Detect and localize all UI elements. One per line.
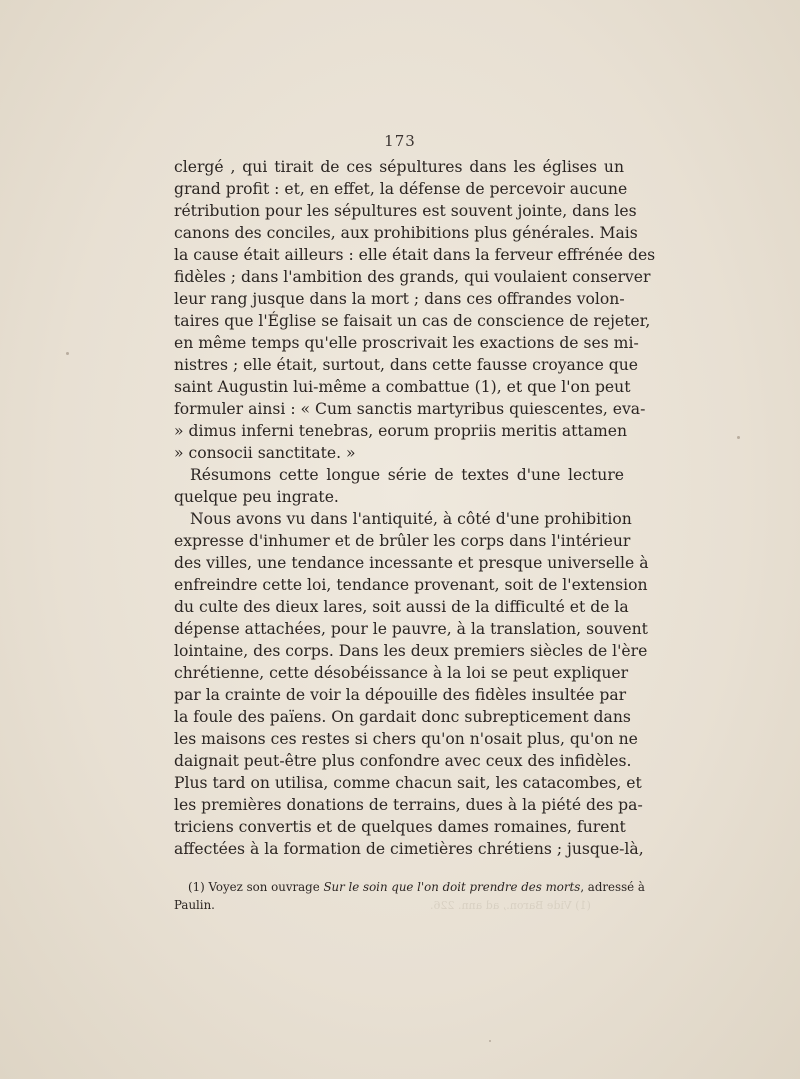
text-line: lointaine, des corps. Dans les deux premiers siècles de l'ère <box>174 642 648 660</box>
text-line: » consocii sanctitate. » <box>174 444 356 462</box>
text-line: chrétienne, cette désobéissance à la loi se peut expliquer <box>174 664 629 682</box>
bleed-through-text: (1) Vide Baron., ad ann. 226. <box>430 899 591 912</box>
text-line: Nous avons vu dans l'antiquité, à côté d'une prohibition <box>190 510 632 528</box>
text-line: taires que l'Église se faisait un cas de conscience de rejeter, <box>174 312 651 330</box>
text-line: par la crainte de voir la dépouille des fidèles insultée par <box>174 686 627 704</box>
footnote-suffix: , adressé à <box>580 880 645 894</box>
text-line: la cause était ailleurs : elle était dans la ferveur effrénée des <box>174 246 656 264</box>
text-line: Plus tard on utilisa, comme chacun sait, les catacombes, et <box>174 774 642 792</box>
text-line: » dimus inferni tenebras, eorum propriis meritis attamen <box>174 422 628 440</box>
text-line: les maisons ces restes si chers qu'on n'osait plus, qu'on ne <box>174 730 638 748</box>
text-line: nistres ; elle était, surtout, dans cette fausse croyance que <box>174 356 639 374</box>
text-line: dépense attachées, pour le pauvre, à la translation, souvent <box>174 620 648 638</box>
paper-speck <box>737 436 740 439</box>
text-line: des villes, une tendance incessante et presque universelle à <box>174 554 649 572</box>
footnote-line <box>174 878 645 896</box>
footnote-prefix: (1) Voyez son ouvrage <box>188 880 324 894</box>
text-line: rétribution pour les sépultures est souvent jointe, dans les <box>174 202 637 220</box>
paper-speck <box>489 1040 491 1042</box>
text-line: Résumons cette longue série de textes d'une lecture <box>190 466 624 484</box>
text-line: la foule des païens. On gardait donc subrepticement dans <box>174 708 631 726</box>
text-line: clergé , qui tirait de ces sépultures dans les églises un <box>174 158 624 176</box>
text-line: grand profit : et, en effet, la défense de percevoir aucune <box>174 180 628 198</box>
text-line: canons des conciles, aux prohibitions plus générales. Mais <box>174 224 638 242</box>
text-line: en même temps qu'elle proscrivait les exactions de ses mi- <box>174 334 639 352</box>
text-line: quelque peu ingrate. <box>174 488 339 506</box>
text-line: triciens convertis et de quelques dames romaines, furent <box>174 818 626 836</box>
page-number: 173 <box>384 132 416 150</box>
paper-speck <box>66 352 69 355</box>
body-text <box>174 156 656 860</box>
text-line: expresse d'inhumer et de brûler les corps dans l'intérieur <box>174 532 631 550</box>
text-line: fidèles ; dans l'ambition des grands, qui voulaient conserver <box>174 268 651 286</box>
text-line: du culte des dieux lares, soit aussi de la difficulté et de la <box>174 598 629 616</box>
text-line: saint Augustin lui-même a combattue (1), et que l'on peut <box>174 378 631 396</box>
text-line: les premières donations de terrains, dues à la piété des pa- <box>174 796 643 814</box>
text-line: affectées à la formation de cimetières chrétiens ; jusque-là, <box>174 840 644 858</box>
text-line: daignait peut-être plus confondre avec ceux des infidèles. <box>174 752 632 770</box>
text-line: leur rang jusque dans la mort ; dans ces offrandes volon- <box>174 290 625 308</box>
text-line: enfreindre cette loi, tendance provenant, soit de l'extension <box>174 576 648 594</box>
footnote-line: Paulin. <box>174 898 215 912</box>
text-line: formuler ainsi : « Cum sanctis martyribus quiescentes, eva- <box>174 400 646 418</box>
footnote-title: Sur le soin que l'on doit prendre des morts <box>323 880 581 894</box>
